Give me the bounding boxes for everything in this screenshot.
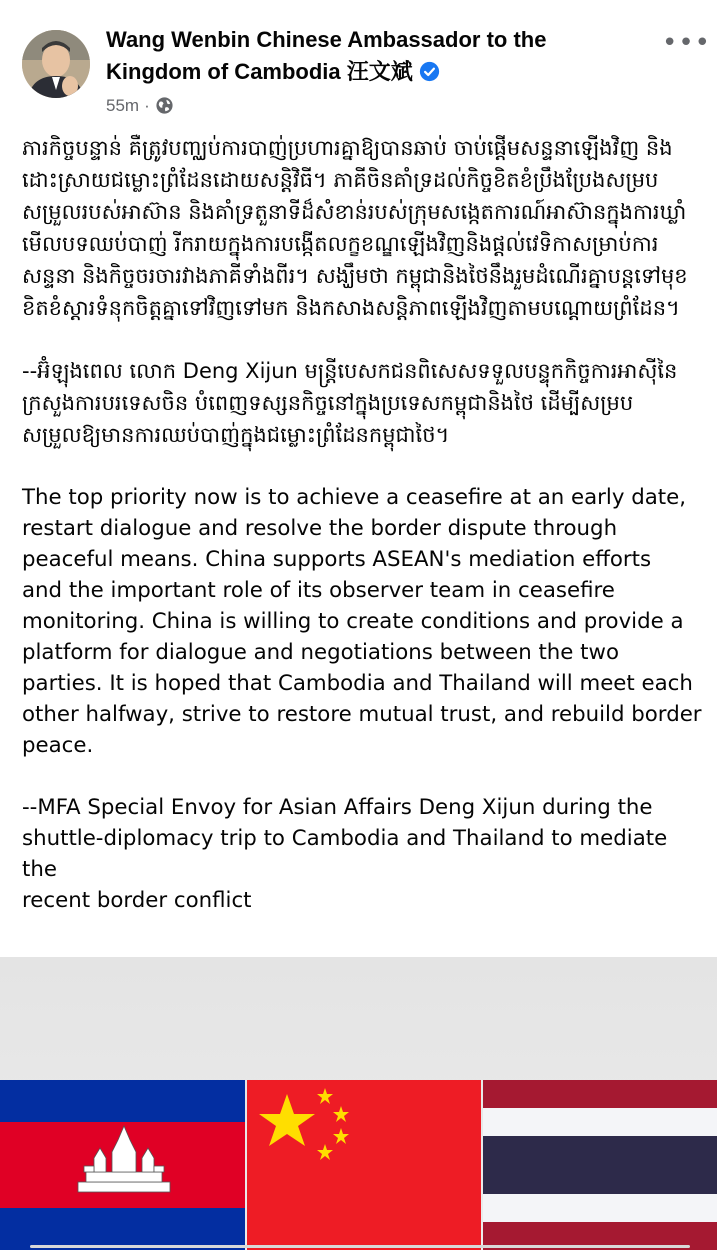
meta-separator: · (144, 96, 150, 115)
post-paragraph-khmer-1: ភារកិច្ចបន្ទាន់ គឺត្រូវបញ្ឈប់ការបាញ់ប្រហារគ្នាឱ្យបានឆាប់ ចាប់ផ្ដើមសន្ទនាឡើងវិញ និងដោះស្រាយជម្លោះព្រំដែនដោយសន្តិវិធី។ ភាគីចិនគាំទ្រដល់កិច្ចខិតខំប្រឹងប្រែងសម្របសម្រួលរបស់អាស៊ាន និងគាំទ្រតួនាទីដ៏សំខាន់របស់ក្រុមសង្កេតការណ៍អាស៊ានក្នុងការឃ្លាំមើលបទឈប់បាញ់ រីករាយក្នុងការបង្កើតលក្ខខណ្ឌឡើងវិញនិងផ្ដល់វេទិកាសម្រាប់ការសន្ទនា និងកិច្ចចរចារវាងភាគីទាំងពីរ។ សង្ឃឹមថា កម្ពុជានិងថៃនឹងរួមដំណើរគ្នាបន្តទៅមុខ ខិតខំស្តារទំនុកចិត្តគ្នាទៅវិញទៅមក និងកសាងសន្តិភាពឡើងវិញតាមបណ្ដោយព្រំដែន។ (22, 136, 688, 320)
author-name-text[interactable]: Wang Wenbin Chinese Ambassador to the Kingdom of Cambodia 汪文斌 (106, 27, 547, 84)
author-name[interactable] (106, 24, 626, 88)
post-meta (106, 94, 174, 118)
avatar[interactable] (22, 30, 90, 98)
more-options-button[interactable] (662, 28, 712, 58)
thailand-flag (483, 1080, 717, 1250)
post-time[interactable]: 55m (106, 96, 140, 115)
bottom-divider (30, 1245, 690, 1248)
more-icon: ••• (662, 28, 712, 58)
cambodia-flag (0, 1080, 245, 1250)
post-paragraph-english-2: --MFA Special Envoy for Asian Affairs Deng Xijun during the shuttle-diplomacy trip to Cambodia and Thailand to mediate the recent border conflict (22, 795, 668, 913)
post-paragraph-english-1: The top priority now is to achieve a ceasefire at an early date, restart dialogue and resolve the border dispute through peaceful means. China supports ASEAN's mediation efforts and the important role of its observer team in ceasefire monitoring. China is willing to create conditions and provide a platform for dialogue and negotiations between the two parties. It is hoped that Cambodia and Thailand will meet each other halfway, strive to restore mutual trust, and rebuild border peace. (22, 485, 702, 758)
china-flag (247, 1080, 481, 1250)
post-header (0, 0, 717, 125)
avatar-photo (22, 30, 90, 98)
post-paragraph-khmer-2: --អ៊ំឡុងពេល លោក Deng Xijun មន្ត្រីបេសកជនពិសេសទទួលបន្ទុកកិច្ចការអាស៊ីនៃក្រសួងការបរទេសចិន បំពេញទស្សនកិច្ចនៅក្នុងប្រទេសកម្ពុជានិងថៃ ដើម្បីសម្របសម្រួលឱ្យមានការឈប់បាញ់ក្នុងជម្លោះព្រំដែនកម្ពុជាថៃ។ (22, 359, 678, 447)
post-text (22, 132, 706, 947)
globe-icon[interactable] (155, 96, 174, 115)
verified-badge-icon (419, 61, 440, 82)
post-image[interactable] (0, 957, 717, 1250)
